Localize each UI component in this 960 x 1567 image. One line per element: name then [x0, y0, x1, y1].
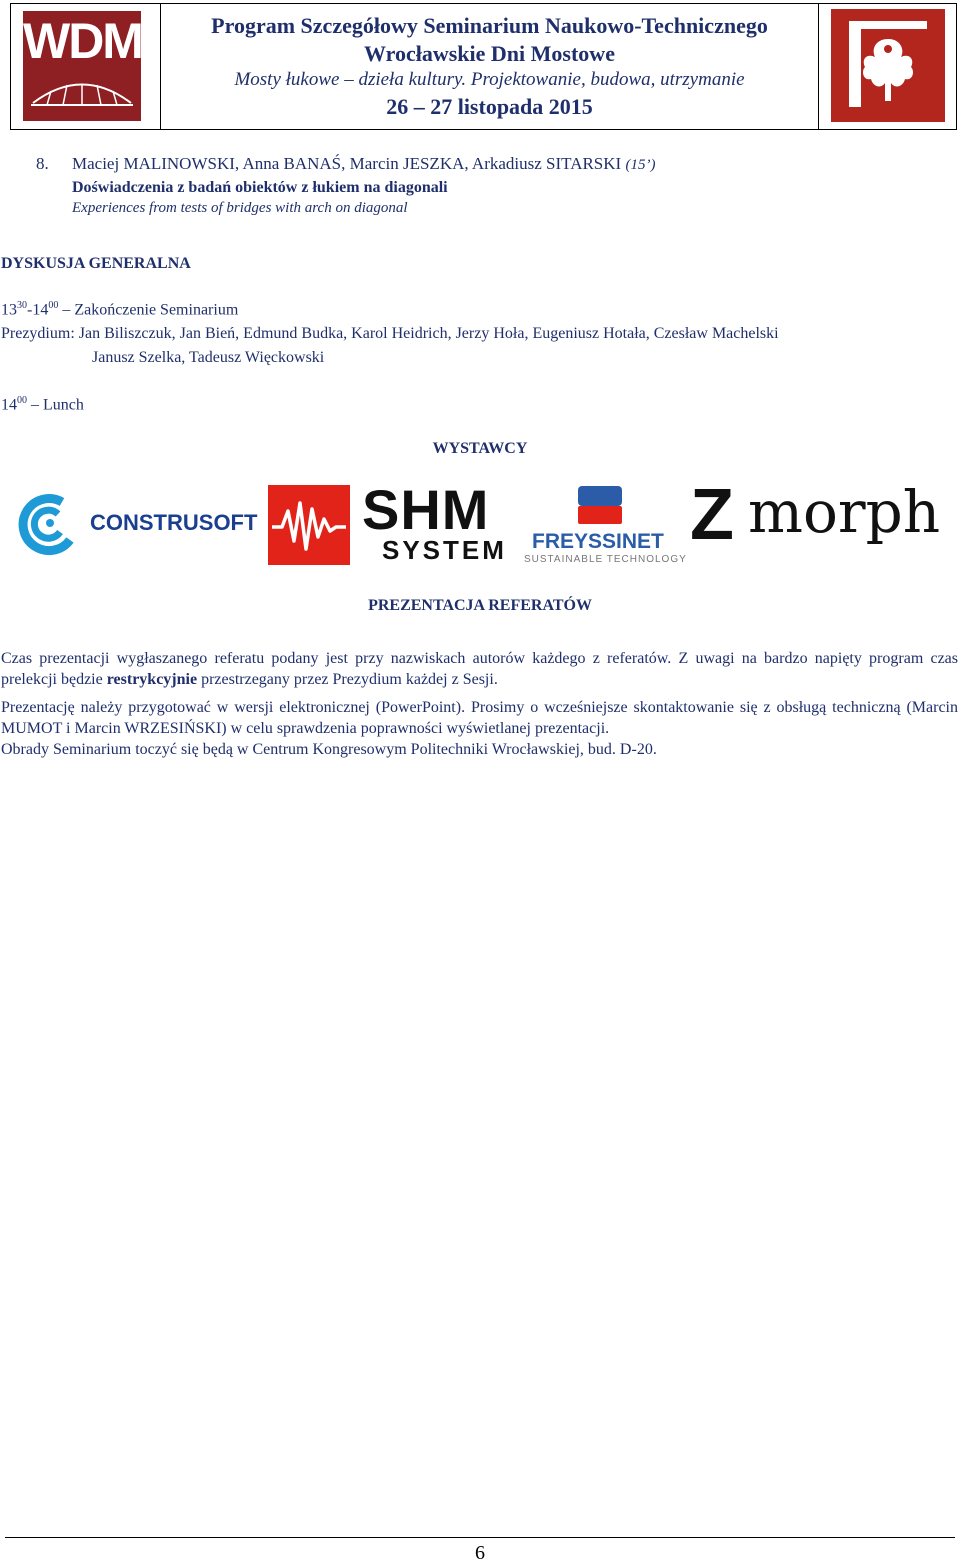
- closing-min-end: 00: [48, 300, 59, 311]
- wave-logo: [268, 485, 350, 565]
- presentation-paragraph-3: Obrady Seminarium toczyć się będą w Centrum Kongresowym Politechniki Wrocławskiej, bud. D-20.: [1, 741, 657, 758]
- wdm-logo: [23, 11, 141, 121]
- exhibitors-heading: WYSTAWCY: [432, 440, 528, 457]
- closing-min-start: 30: [17, 300, 27, 311]
- bridge-arch-icon: [23, 11, 141, 121]
- eagle-emblem-icon: [831, 9, 945, 122]
- lunch-minutes: 00: [17, 395, 27, 406]
- presentation-heading: PREZENTACJA REFERATÓW: [368, 597, 592, 614]
- discussion-heading: DYSKUSJA GENERALNA: [1, 255, 191, 272]
- footer-rule: [5, 1537, 955, 1538]
- paragraph-1-text-b: przestrzegany przez Prezydium każdej z Sesji.: [197, 671, 498, 688]
- zmorph-logo: [690, 475, 941, 560]
- construsoft-logo: [14, 488, 259, 558]
- header-line-theme: Mosty łukowe – dzieła kultury. Projektowanie, budowa, utrzymanie: [234, 69, 745, 90]
- freyssinet-tagline: SUSTAINABLE TECHNOLOGY: [524, 554, 687, 565]
- closing-line: [1, 300, 238, 319]
- lunch-line: [1, 395, 84, 414]
- header-line-dates: 26 – 27 listopada 2015: [386, 94, 593, 119]
- shm-wordmark: SHM: [362, 478, 490, 541]
- talk-authors: Maciej MALINOWSKI, Anna BANAŚ, Marcin JESZKA, Arkadiusz SITARSKI: [72, 154, 622, 173]
- university-eagle-logo: [831, 9, 945, 122]
- page-header: [10, 3, 957, 130]
- shm-system-wordmark: SYSTEM: [382, 535, 507, 565]
- shm-system-logo: [362, 478, 522, 565]
- lunch-label: – Lunch: [27, 396, 84, 414]
- presentation-paragraph-2: Prezentację należy przygotować w wersji elektronicznej (PowerPoint). Prosimy o wcześniejsze skontaktowanie się z obsługą techniczną (Marcin MUMOT i Marcin WRZESIŃSKI) w celu sprawdzenia poprawności wyświetlanej prezentacji.: [1, 699, 958, 737]
- presidium-line-2: Janusz Szelka, Tadeusz Więckowski: [92, 349, 325, 366]
- university-logo-cell: [818, 4, 956, 129]
- header-line-event: Wrocławskie Dni Mostowe: [364, 41, 615, 66]
- talk-number: 8.: [36, 154, 49, 173]
- freyssinet-logo: [522, 484, 687, 566]
- talk-duration: (15’): [625, 157, 656, 173]
- wdm-logo-text: WDM: [23, 13, 142, 69]
- closing-hour-end: -14: [27, 301, 49, 319]
- presentation-paragraph-1: [1, 648, 958, 690]
- paragraph-1-bold: restrykcyjnie: [106, 671, 198, 688]
- zmorph-z-mark: Z: [690, 475, 734, 555]
- talk-title-pl: Doświadczenia z badań obiektów z łukiem na diagonali: [72, 179, 448, 196]
- presidium-line-1: Prezydium: Jan Biliszczuk, Jan Bień, Edmund Budka, Karol Heidrich, Jerzy Hoła, Eugeniusz Hotała, Czesław Machelski: [1, 325, 779, 342]
- zmorph-wordmark: morph: [748, 478, 941, 546]
- freyssinet-flag-icon: [576, 484, 626, 528]
- closing-hour-start: 13: [1, 301, 17, 319]
- closing-label: – Zakończenie Seminarium: [58, 301, 239, 319]
- freyssinet-wordmark: FREYSSINET: [532, 530, 664, 553]
- talk-authors-line: [72, 154, 655, 174]
- page-number: 6: [475, 1542, 485, 1564]
- header-title-cell: [160, 4, 819, 129]
- lunch-hour: 14: [1, 396, 17, 414]
- paragraph-1-text-a: Czas prezentacji wygłaszanego referatu podany jest przy nazwiskach autorów każdego z referatów. Z uwagi na bardzo napięty program czas prelekcji będzie: [1, 650, 958, 688]
- wdm-logo-cell: [11, 4, 161, 129]
- waveform-icon: [268, 485, 350, 565]
- talk-title-en: Experiences from tests of bridges with arch on diagonal: [72, 200, 408, 216]
- header-line-program: Program Szczegółowy Seminarium Naukowo-Technicznego: [211, 13, 768, 38]
- construsoft-wordmark: CONSTRUSOFT: [90, 510, 258, 535]
- construsoft-swirl-icon: [14, 488, 84, 558]
